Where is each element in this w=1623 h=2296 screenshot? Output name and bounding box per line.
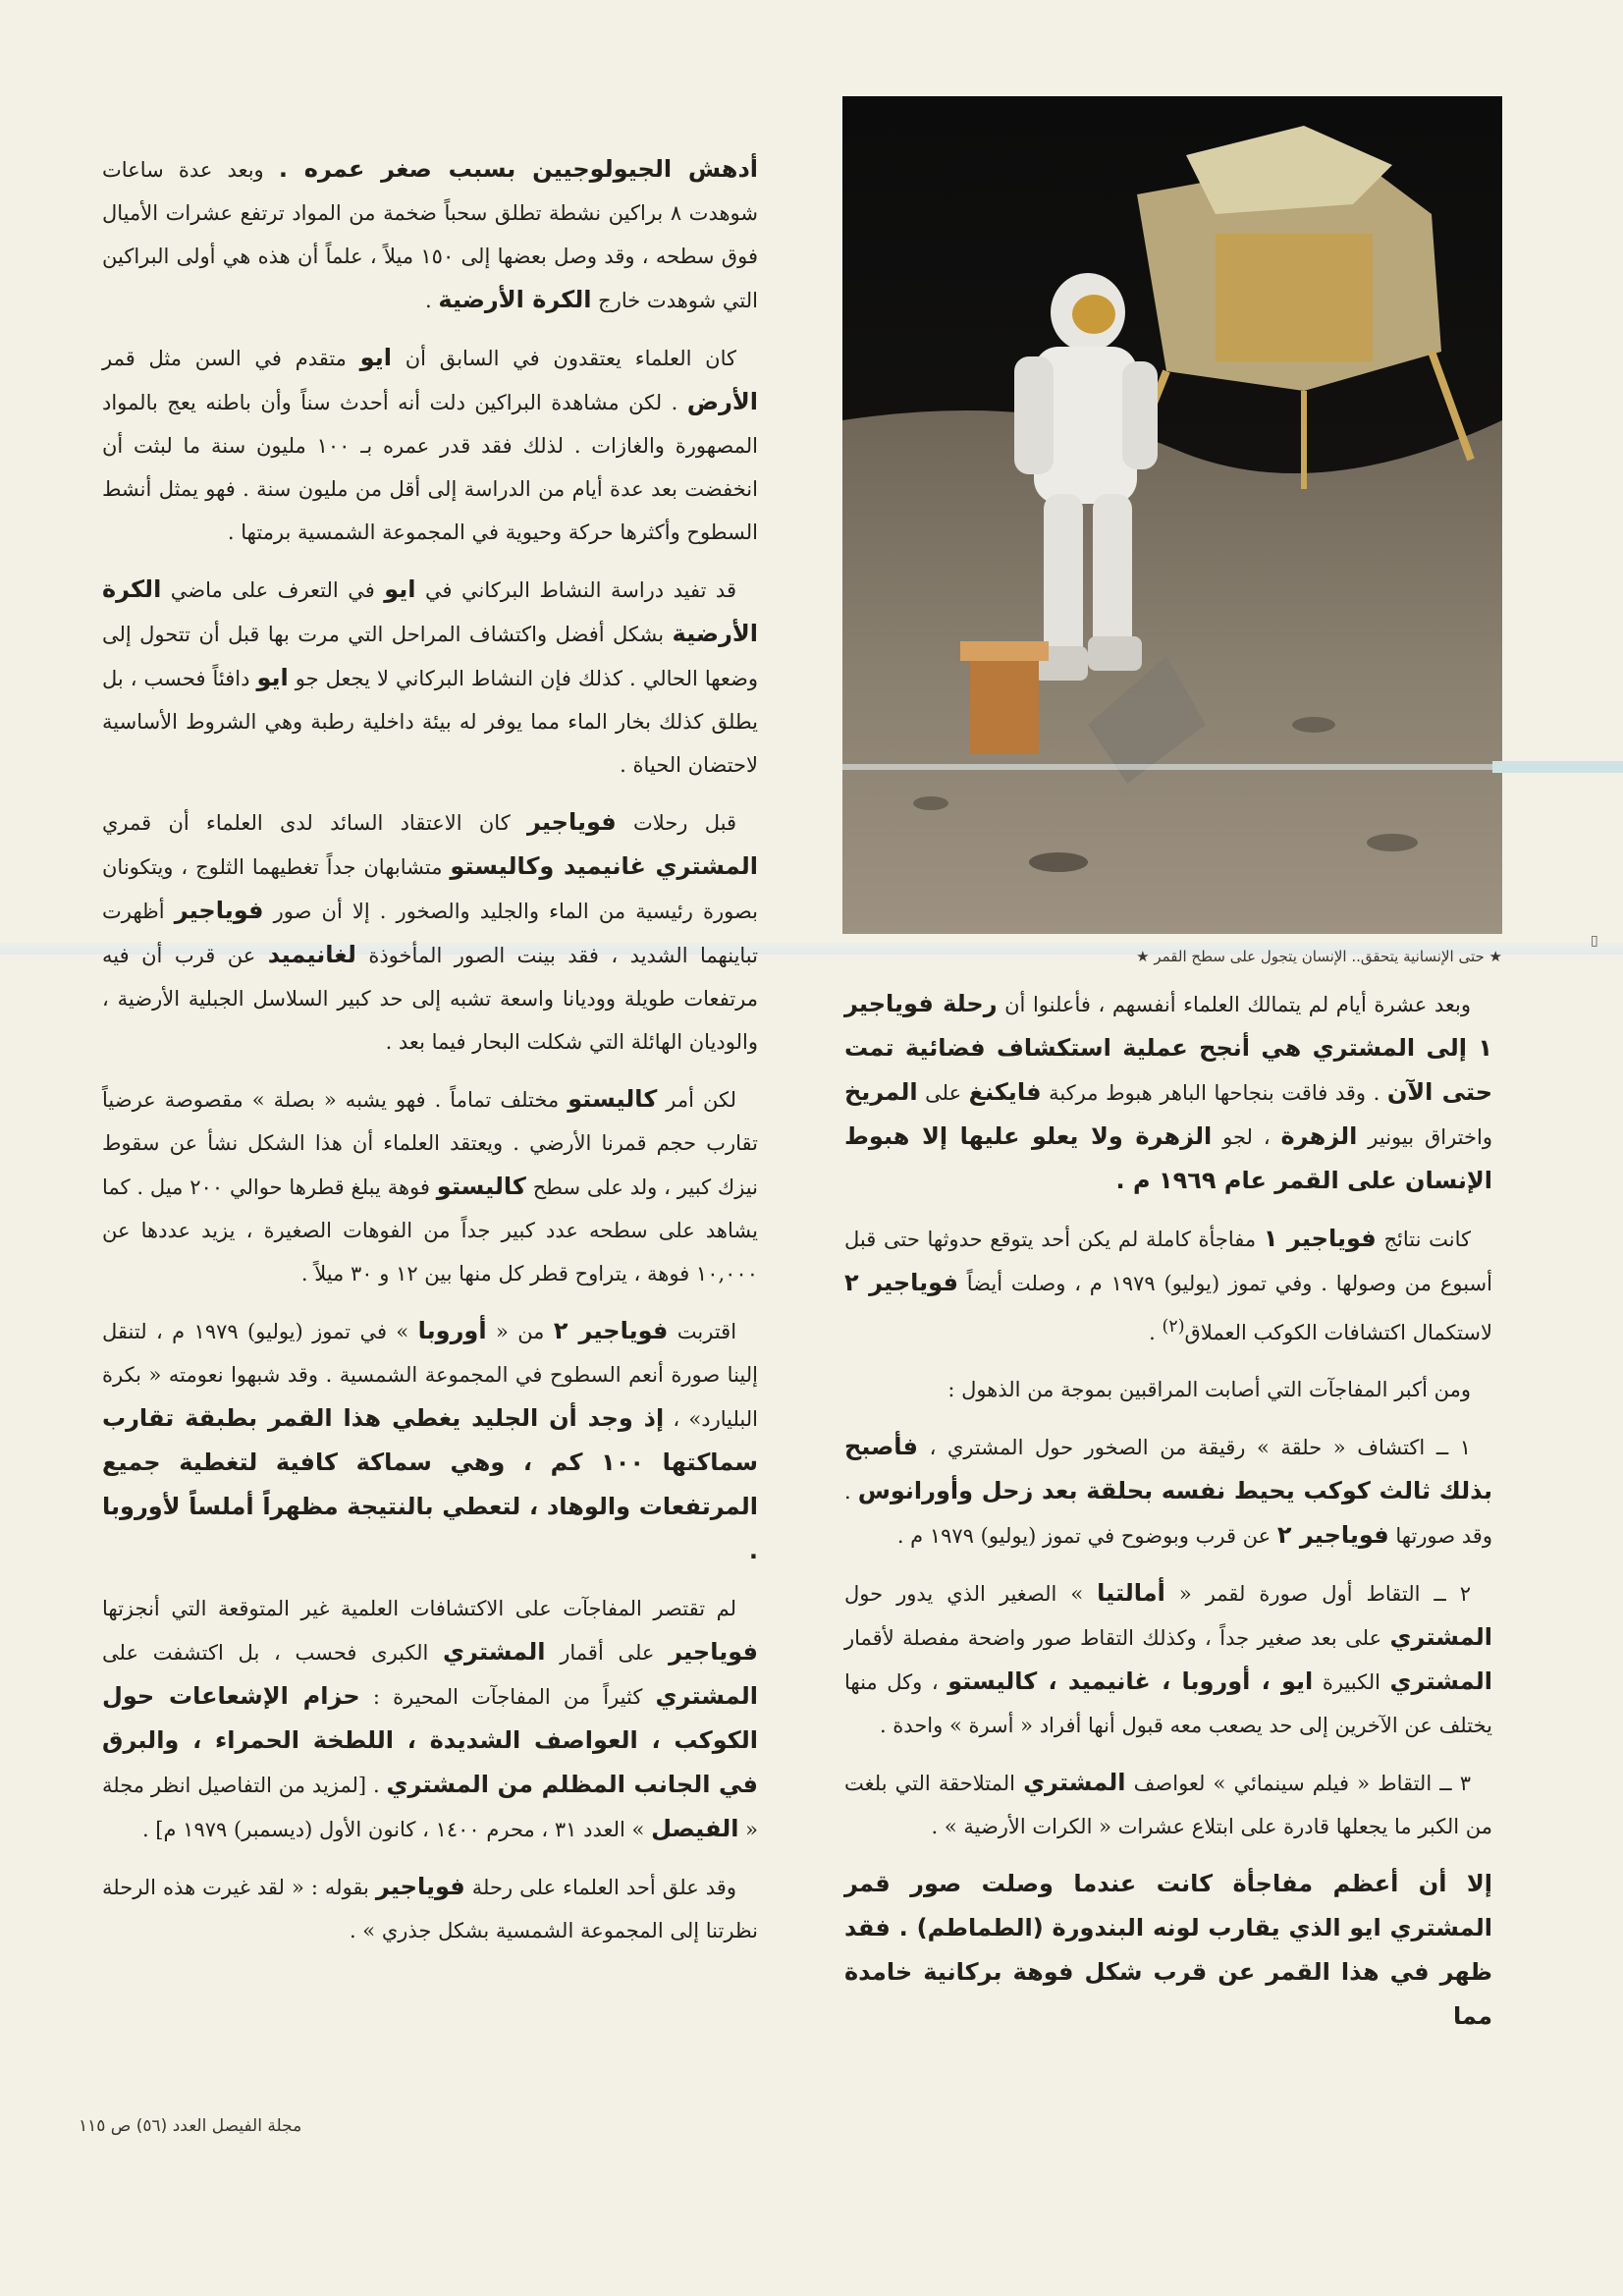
paragraph: لم تقتصر المفاجآت على الاكتشافات العلمية غير المتوقعة التي أنجزتها فوياجير على أقمار المشتري الكبرى فحسب ، بل اكتشفت على المشتري كثيراً من المفاجآت المحيرة : حزام الإشعاعات حول الكوكب ، العواصف الشديدة ، اللطخة الحمراء ، والبرق في الجانب المظلم من المشتري . [لمزيد من التفاصيل انظر مجلة « الفيصل » العدد ٣١ ، محرم ١٤٠٠ ، كانون الأول (ديسمبر) ١٩٧٩ م] . — [102, 1597, 759, 1842]
right-column — [844, 982, 1492, 2052]
paragraph: إلا أن أعظم مفاجأة كانت عندما وصلت صور قمر المشتري ايو الذي يقارب لونه البندورة (الطماطم) . فقد ظهر في هذا القمر عن قرب شكل فوهة بركانية خامدة مما — [844, 1870, 1492, 2030]
list-item: ٣ ــ التقاط « فيلم سينمائي » لعواصف المشتري المتلاحقة التي بلغت من الكبر ما يجعلها قادرة على ابتلاع عشرات « الكرات الأرضية » . — [844, 1769, 1492, 1838]
list-item: ١ ــ اكتشاف « حلقة » رقيقة من الصخور حول المشتري ، فأصبح بذلك ثالث كوكب يحيط نفسه بحلقة بعد زحل وأورانوس . وقد صورتها فوياجير ٢ عن قرب وبوضوح في تموز (يوليو) ١٩٧٩ م . — [844, 1433, 1492, 1549]
paragraph: لكن أمر كاليستو مختلف تماماً . فهو يشبه « بصلة » مقصوصة عرضياً تقارب حجم قمرنا الأرضي . ويعتقد العلماء أن هذا الشكل نشأ عن سقوط نيزك كبير ، ولد على سطح كاليستو فوهة يبلغ قطرها حوالي ٢٠٠ ميل . كما يشاهد على سطحه عدد كبير جداً من الفوهات الصغيرة ، يزيد عددها عن ١٠,٠٠٠ فوهة ، يتراوح قطر كل منها بين ١٢ و ٣٠ ميلاً . — [102, 1085, 758, 1285]
list-item: ٢ ــ التقاط أول صورة لقمر « أمالتيا » الصغير الذي يدور حول المشتري على بعد صغير جداً ، وكذلك التقاط صور واضحة مفصلة لأقمار المشتري الكبيرة ايو ، أوروبا ، غانيميد ، كاليستو ، وكل منها يختلف عن الآخرين إلى حد يصعب معه قبول أنها أفراد « أسرة » واحدة . — [844, 1579, 1492, 1737]
left-column — [102, 147, 758, 1966]
paragraph: أدهش الجيولوجيين بسبب صغر عمره . وبعد عدة ساعات شوهدت ٨ براكين نشطة تطلق سحباً ضخمة من المواد ترتفع عشرات الأميال فوق سطحه ، وقد وصل بعضها إلى ١٥٠ ميلاً ، علماً أن هذه هي أولى البراكين التي شوهدت خارج الكرة الأرضية . — [102, 155, 758, 313]
paragraph: قد تفيد دراسة النشاط البركاني في ايو في التعرف على ماضي الكرة الأرضية بشكل أفضل واكتشاف المراحل التي مرت بها قبل أن تتحول إلى وضعها الحالي . كذلك فإن النشاط البركاني لا يجعل جو ايو دافئاً فحسب ، بل يطلق كذلك بخار الماء مما يوفر له بيئة داخلية رطبة وهي الشروط الأساسية لاحتضان الحياة . — [102, 575, 758, 777]
astronaut-on-moon-image — [842, 96, 1502, 934]
scan-mark: ▯ — [1591, 933, 1598, 949]
paragraph: كانت نتائج فوياجير ١ مفاجأة كاملة لم يكن أحد يتوقع حدوثها حتى قبل أسبوع من وصولها . وفي تموز (يوليو) ١٩٧٩ م ، وصلت أيضاً فوياجير ٢ لاستكمال اكتشافات الكوكب العملاق$^{(٢)}$ . — [844, 1225, 1492, 1344]
footnote-marker: (٢) — [1162, 1317, 1185, 1337]
scan-artifact — [1492, 761, 1623, 773]
paragraph: كان العلماء يعتقدون في السابق أن ايو متقدم في السن مثل قمر الأرض . لكن مشاهدة البراكين دلت أنه أحدث سناً وأن باطنه يعج بالمواد المصهورة والغازات . لذلك فقد قدر عمره بـ ١٠٠ مليون سنة ما لبثت أن انخفضت بعد عدة أيام من الدراسة إلى أقل من مليون سنة . فهو يمثل أنشط السطوح وأكثرها حركة وحيوية في المجموعة الشمسية برمتها . — [102, 344, 758, 544]
page-footer: مجلة الفيصل العدد (٥٦) ص ١١٥ — [79, 2116, 302, 2136]
paragraph: اقتربت فوياجير ٢ من « أوروبا » في تموز (يوليو) ١٩٧٩ م ، لتنقل إلينا صورة أنعم السطوح في المجموعة الشمسية . وقد شبهوا نعومته « بكرة البليارد» ، إذ وجد أن الجليد يغطي هذا القمر بطبقة تقارب سماكتها ١٠٠ كم ، وهي سماكة كافية لتغطية جميع المرتفعات والوهاد ، لتعطي بالنتيجة مظهراً أملساً لأوروبا . — [102, 1317, 758, 1564]
photo-caption: ★ حتى الإنسانية يتحقق.. الإنسان يتجول على سطح القمر ★ — [1136, 948, 1502, 965]
moon-landing-photo — [842, 96, 1502, 934]
paragraph: ومن أكبر المفاجآت التي أصابت المراقبين بموجة من الذهول : — [947, 1378, 1471, 1401]
paragraph: وبعد عشرة أيام لم يتمالك العلماء أنفسهم ، فأعلنوا أن رحلة فوياجير ١ إلى المشتري هي أنجح عملية استكشاف فضائية تمت حتى الآن . وقد فاقت بنجاحها الباهر هبوط مركبة فايكنغ على المريخ واختراق بيونير الزهرة ، لجو الزهرة ولا يعلو عليها إلا هبوط الإنسان على القمر عام ١٩٦٩ م . — [844, 990, 1492, 1194]
paragraph: قبل رحلات فوياجير كان الاعتقاد السائد لدى العلماء أن قمري المشتري غانيميد وكاليستو متشابهان جداً تغطيهما الثلوج ، ويتكونان بصورة رئيسية من الماء والجليد والصخور . إلا أن صور فوياجير أظهرت تباينهما الشديد ، فقد بينت الصور المأخوذة لغانيميد عن قرب أن فيه مرتفعات طويلة ووديانا واسعة تشبه إلى حد كبير السلاسل الجبلية الأرضية ، والوديان الهائلة التي شكلت البحار فيما بعد . — [102, 808, 758, 1054]
paragraph: وقد علق أحد العلماء على رحلة فوياجير بقوله : « لقد غيرت هذه الرحلة نظرتنا إلى المجموعة الشمسية بشكل جذري » . — [102, 1873, 758, 1942]
